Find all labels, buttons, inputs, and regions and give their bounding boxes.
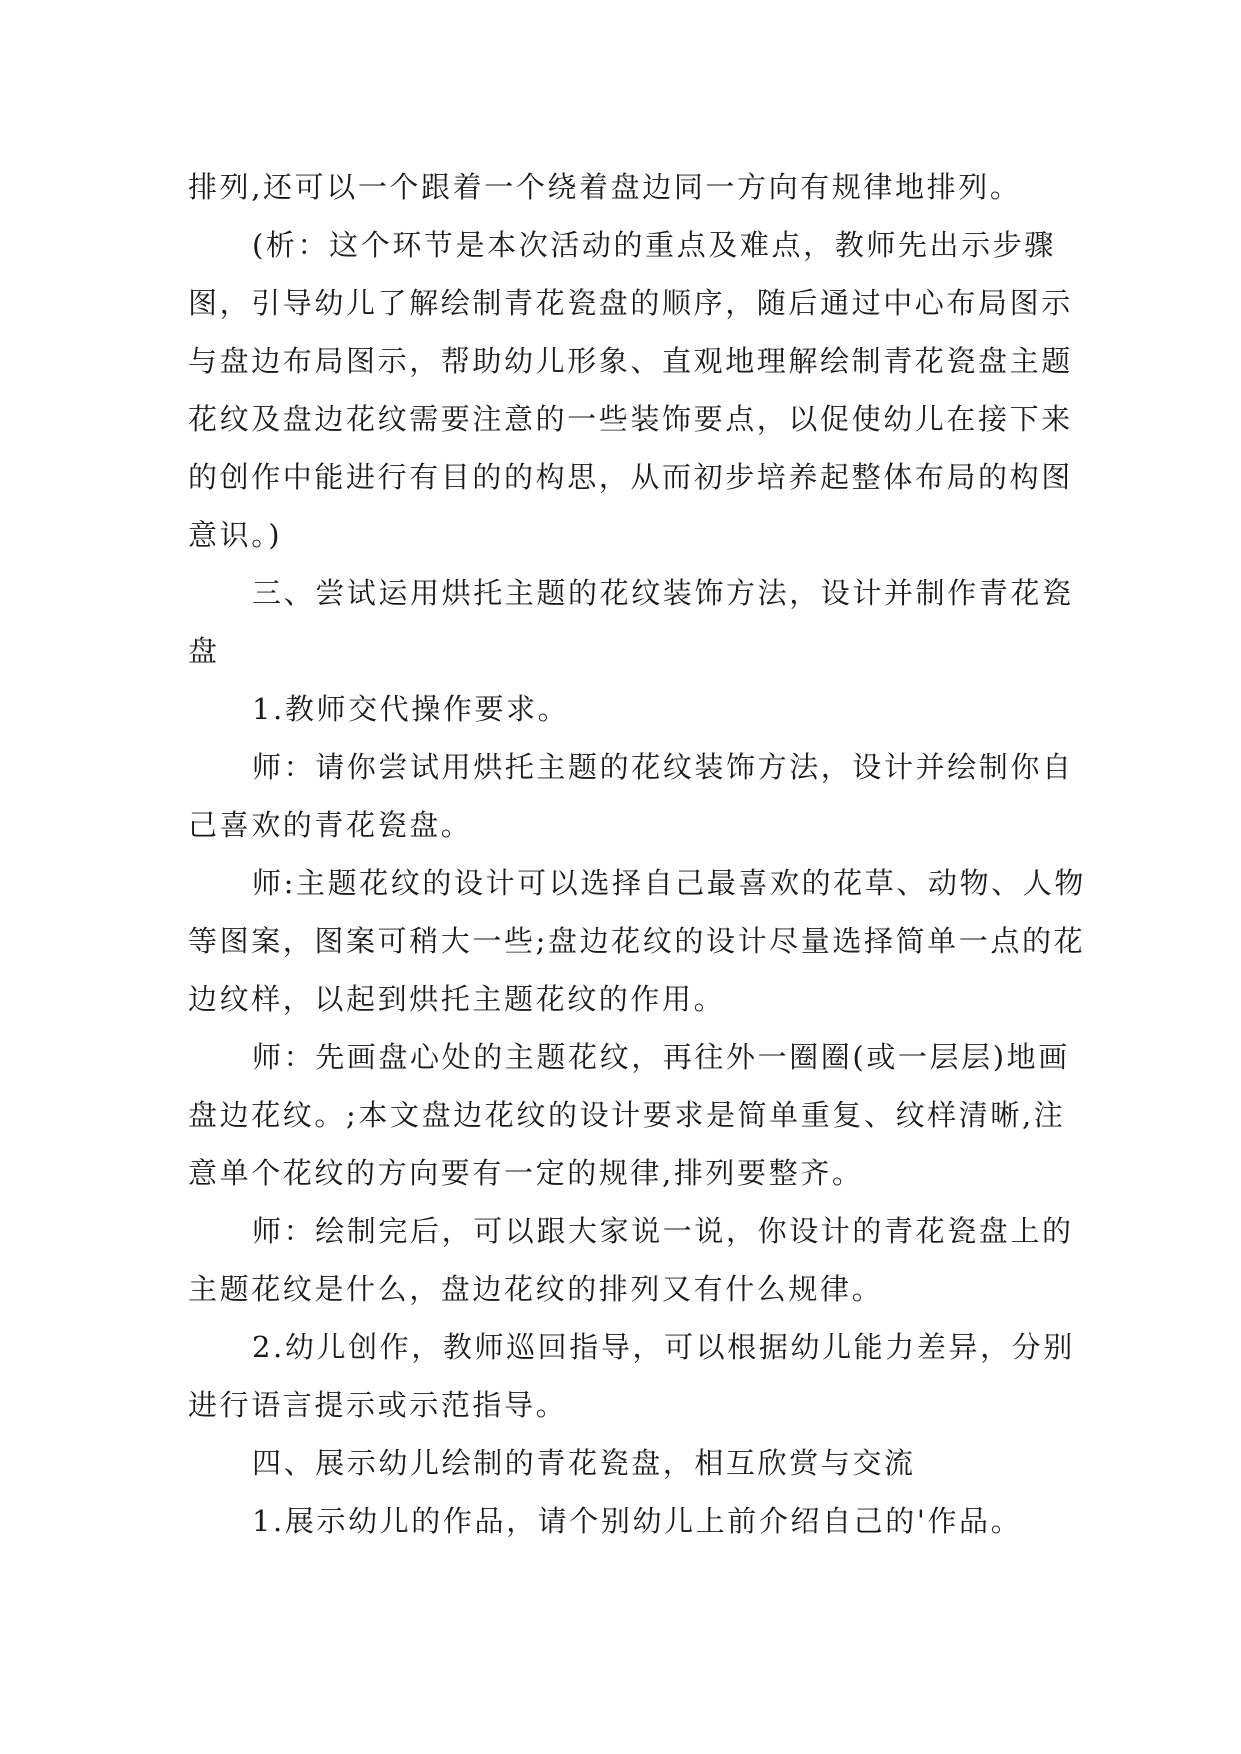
section-heading-4: 四、展示幼儿绘制的青花瓷盘，相互欣赏与交流 <box>252 1446 916 1480</box>
teacher-instruction-3: 师：先画盘心处的主题花纹，再往外一圈圈(或一层层)地画盘边花纹。;本文盘边花纹的设计要求是简单重复、纹样清晰,注意单个花纹的方向要有一定的规律,排列要整齐。 <box>188 1040 1070 1190</box>
step-1-requirements: 1.教师交代操作要求。 <box>252 692 570 726</box>
teacher-instruction-4: 师：绘制完后，可以跟大家说一说，你设计的青花瓷盘上的主题花纹是什么，盘边花纹的排列又有什么规律。 <box>188 1214 1074 1306</box>
document-page <box>188 158 1088 1550</box>
section-heading-3: 三、尝试运用烘托主题的花纹装饰方法，设计并制作青花瓷盘 <box>188 576 1074 668</box>
paragraph-analysis: (析：这个环节是本次活动的重点及难点，教师先出示步骤图，引导幼儿了解绘制青花瓷盘的顺序，随后通过中心布局图示与盘边布局图示，帮助幼儿形象、直观地理解绘制青花瓷盘主题花纹及盘边花纹需要注意的一些装饰要点，以促使幼儿在接下来的创作中能进行有目的的构思，从而初步培养起整体布局的构图意识。) <box>188 228 1073 552</box>
step-1-showcase: 1.展示幼儿的作品，请个别幼儿上前介绍自己的'作品。 <box>252 1504 1023 1538</box>
teacher-instruction-1: 师：请你尝试用烘托主题的花纹装饰方法，设计并绘制你自己喜欢的青花瓷盘。 <box>188 750 1074 842</box>
teacher-instruction-2: 师:主题花纹的设计可以选择自己最喜欢的花草、动物、人物等图案，图案可稍大一些;盘边花纹的设计尽量选择简单一点的花边纹样，以起到烘托主题花纹的作用。 <box>188 866 1086 1016</box>
step-2-creation: 2.幼儿创作，教师巡回指导，可以根据幼儿能力差异，分别进行语言提示或示范指导。 <box>188 1330 1075 1422</box>
paragraph-arrangement: 排列,还可以一个跟着一个绕着盘边同一方向有规律地排列。 <box>188 170 1022 204</box>
